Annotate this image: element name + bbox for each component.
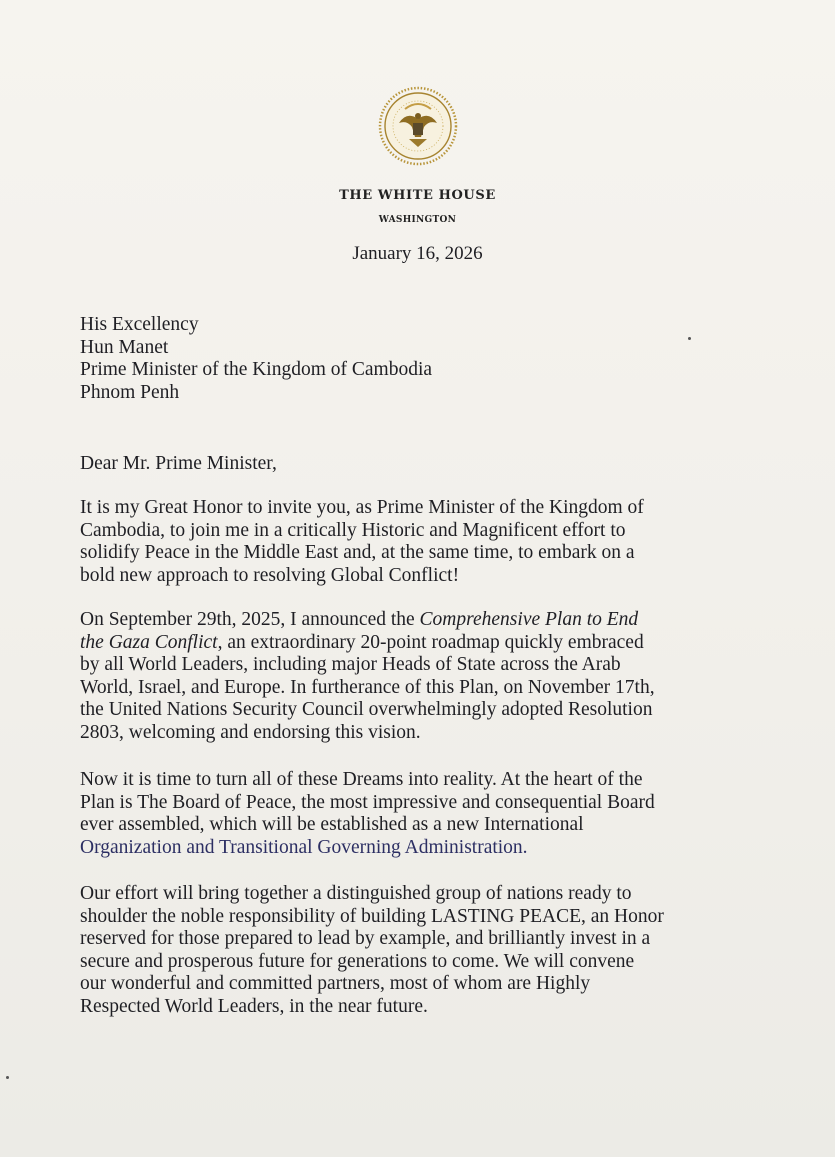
paragraph-line: World, Israel, and Europe. In furtherance of this Plan, on November 17th, — [80, 676, 655, 698]
paragraph-line: by all World Leaders, including major Heads of State across the Arab — [80, 654, 621, 675]
paragraph-line: Cambodia, to join me in a critically Historic and Magnificent effort to — [80, 519, 626, 541]
paragraph-line: shoulder the noble responsibility of building LASTING PEACE, an Honor — [80, 905, 664, 927]
paragraph-line: Our effort will bring together a distinguished group of nations ready to — [80, 883, 632, 904]
paragraph-board-of-peace — [80, 769, 740, 859]
paragraph-line — [80, 609, 740, 632]
paper-speck — [6, 1076, 9, 1079]
paragraph-line: ever assembled, which will be established as a new International — [80, 814, 584, 835]
paragraph-line: the United Nations Security Council overwhelmingly adopted Resolution — [80, 699, 653, 720]
letterhead-city: WASHINGTON — [378, 215, 457, 225]
plan-title-italic: the Gaza Conflict — [80, 631, 218, 653]
paragraph-line: It is my Great Honor to invite you, as Prime Minister of the Kingdom of — [80, 497, 644, 518]
paragraph-gaza-plan — [80, 609, 740, 744]
paragraph-line: our wonderful and committed partners, most of whom are Highly — [80, 973, 591, 994]
paragraph-invitation — [80, 497, 740, 587]
paragraph-line: reserved for those prepared to lead by example, and brilliantly invest in a — [80, 928, 651, 949]
paragraph-lasting-peace — [80, 883, 740, 1018]
presidential-seal-icon — [377, 85, 459, 167]
letterhead-title: THE WHITE HOUSE — [339, 188, 496, 203]
recipient-name: Hun Manet — [80, 336, 169, 358]
paragraph-line: Plan is The Board of Peace, the most impressive and consequential Board — [80, 791, 655, 813]
recipient-city: Phnom Penh — [80, 381, 180, 403]
paragraph-line — [80, 632, 740, 655]
paragraph-line: Now it is time to turn all of these Dreams into reality. At the heart of the — [80, 769, 643, 790]
paragraph-line: Organization and Transitional Governing Administration. — [80, 836, 528, 858]
paragraph-text: On September 29th, 2025, I announced the — [80, 609, 420, 630]
recipient-address — [80, 314, 432, 404]
plan-title-italic: Comprehensive Plan to End — [419, 609, 639, 630]
recipient-honorific: His Excellency — [80, 314, 199, 335]
paper-speck — [688, 337, 691, 340]
paragraph-line: Respected World Leaders, in the near future. — [80, 995, 428, 1017]
paragraph-line: secure and prosperous future for generations to come. We will convene — [80, 950, 635, 972]
paragraph-line: 2803, welcoming and endorsing this vision. — [80, 721, 421, 743]
recipient-title: Prime Minister of the Kingdom of Cambodia — [80, 359, 433, 380]
salutation: Dear Mr. Prime Minister, — [80, 453, 277, 474]
letter-date: January 16, 2026 — [352, 243, 483, 264]
paragraph-line: solidify Peace in the Middle East and, at the same time, to embark on a — [80, 542, 635, 563]
paragraph-line: bold new approach to resolving Global Conflict! — [80, 564, 460, 586]
paragraph-text: , an extraordinary 20-point roadmap quickly embraced — [217, 631, 644, 653]
